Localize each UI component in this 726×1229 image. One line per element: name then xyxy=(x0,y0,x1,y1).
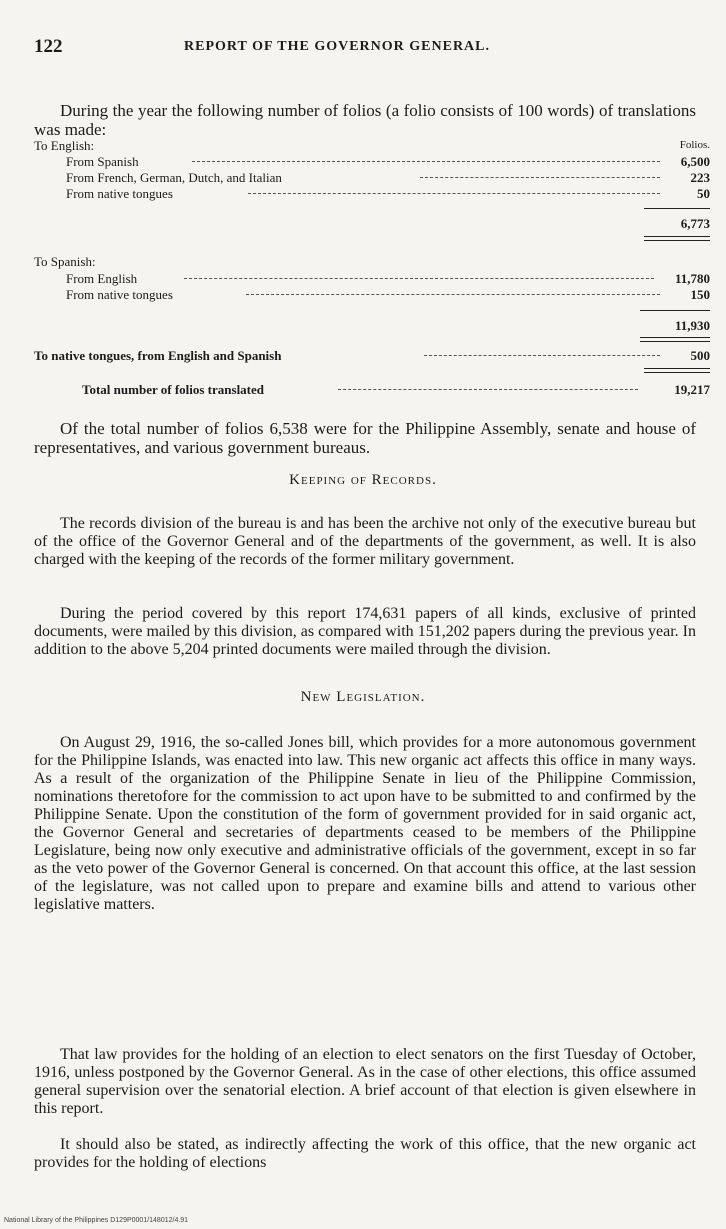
total-value: 19,217 xyxy=(674,382,710,397)
section-heading: New Legislation. xyxy=(300,689,426,705)
row-label: To native tongues, from English and Spanish xyxy=(34,348,282,363)
column-header: Folios. xyxy=(679,139,710,151)
table-row xyxy=(34,186,710,201)
table-section-english xyxy=(34,138,710,153)
table-row xyxy=(34,170,710,185)
row-label: From native tongues xyxy=(66,186,173,201)
subtotal-value: 6,773 xyxy=(680,216,710,231)
table-row xyxy=(34,287,710,302)
section-label: To Spanish: xyxy=(34,254,96,269)
paragraph: During the period covered by this report 174,631 papers of all kinds, exclusive of printed documents, were mailed by this division, as compared with 151,202 papers during the previous year. In addition to the above 5,204 printed documents were mailed through the division. xyxy=(34,605,696,658)
section-label: To English: xyxy=(34,138,95,153)
row-value: 50 xyxy=(697,186,710,201)
paragraph: That law provides for the holding of an election to elect senators on the first Tuesday of October, 1916, unless postponed by the Governor General. As in the case of other elections, this office assumed general supervision over the senatorial election. A brief account of that election is given elsewhere in this report. xyxy=(34,1046,696,1117)
total-label: Total number of folios translated xyxy=(82,382,265,397)
subtotal-value: 11,930 xyxy=(674,318,710,333)
row-value: 6,500 xyxy=(680,154,710,169)
row-value: 11,780 xyxy=(674,271,710,286)
paragraph: On August 29, 1916, the so-called Jones bill, which provides for a more autonomous government for the Philippine Islands, was enacted into law. This new organic act affects this office in many ways. As a result of the organization of the Philippine Senate in lieu of the Philippine Commission, nominations theretofore for the commission to act upon have to be submitted to and confirmed by the Philippine Senate. Upon the constitution of the form of government provided for in said organic act, the Governor General and secretaries of departments ceased to be members of the Philippine Legislature, being now only executive and administrative officials of the government, except in so far as the veto power of the Governor General is concerned. On that account this office, at the last session of the legislature, was not called upon to prepare and examine bills and attend to various other legislative matters. xyxy=(34,734,696,913)
paragraph: It should also be stated, as indirectly affecting the work of this office, that the new organic act provides for the holding of elections xyxy=(34,1136,696,1171)
paragraph: The records division of the bureau is and has been the archive not only of the executive bureau but of the office of the Governor General and of the departments of the government, as well. It is also charged with the keeping of the records of the former military government. xyxy=(34,515,696,568)
row-label: From native tongues xyxy=(66,287,173,302)
table-subtotal xyxy=(34,216,710,231)
table-section-spanish xyxy=(34,254,710,269)
row-label: From English xyxy=(66,271,138,286)
row-label: From Spanish xyxy=(66,154,139,169)
row-value: 150 xyxy=(690,287,710,302)
row-value: 223 xyxy=(690,170,710,185)
table-total xyxy=(34,382,710,397)
table-row xyxy=(34,154,710,169)
running-title: REPORT OF THE GOVERNOR GENERAL. xyxy=(184,39,491,54)
intro-paragraph: During the year the following number of folios (a folio consists of 100 words) of translations was made: xyxy=(34,101,696,139)
page-header xyxy=(34,36,694,58)
paragraph: Of the total number of folios 6,538 were for the Philippine Assembly, senate and house of representatives, and various government bureaus. xyxy=(34,419,696,457)
row-label: From French, German, Dutch, and Italian xyxy=(66,170,282,185)
page-number: 122 xyxy=(34,36,63,57)
table-row xyxy=(34,271,710,286)
table-subtotal xyxy=(34,318,710,333)
scan-footer: National Library of the Philippines D129P0001/148012/4.91 xyxy=(4,1217,189,1224)
section-heading: Keeping of Records. xyxy=(289,472,437,488)
table-row-native xyxy=(34,348,710,363)
row-value: 500 xyxy=(690,348,710,363)
